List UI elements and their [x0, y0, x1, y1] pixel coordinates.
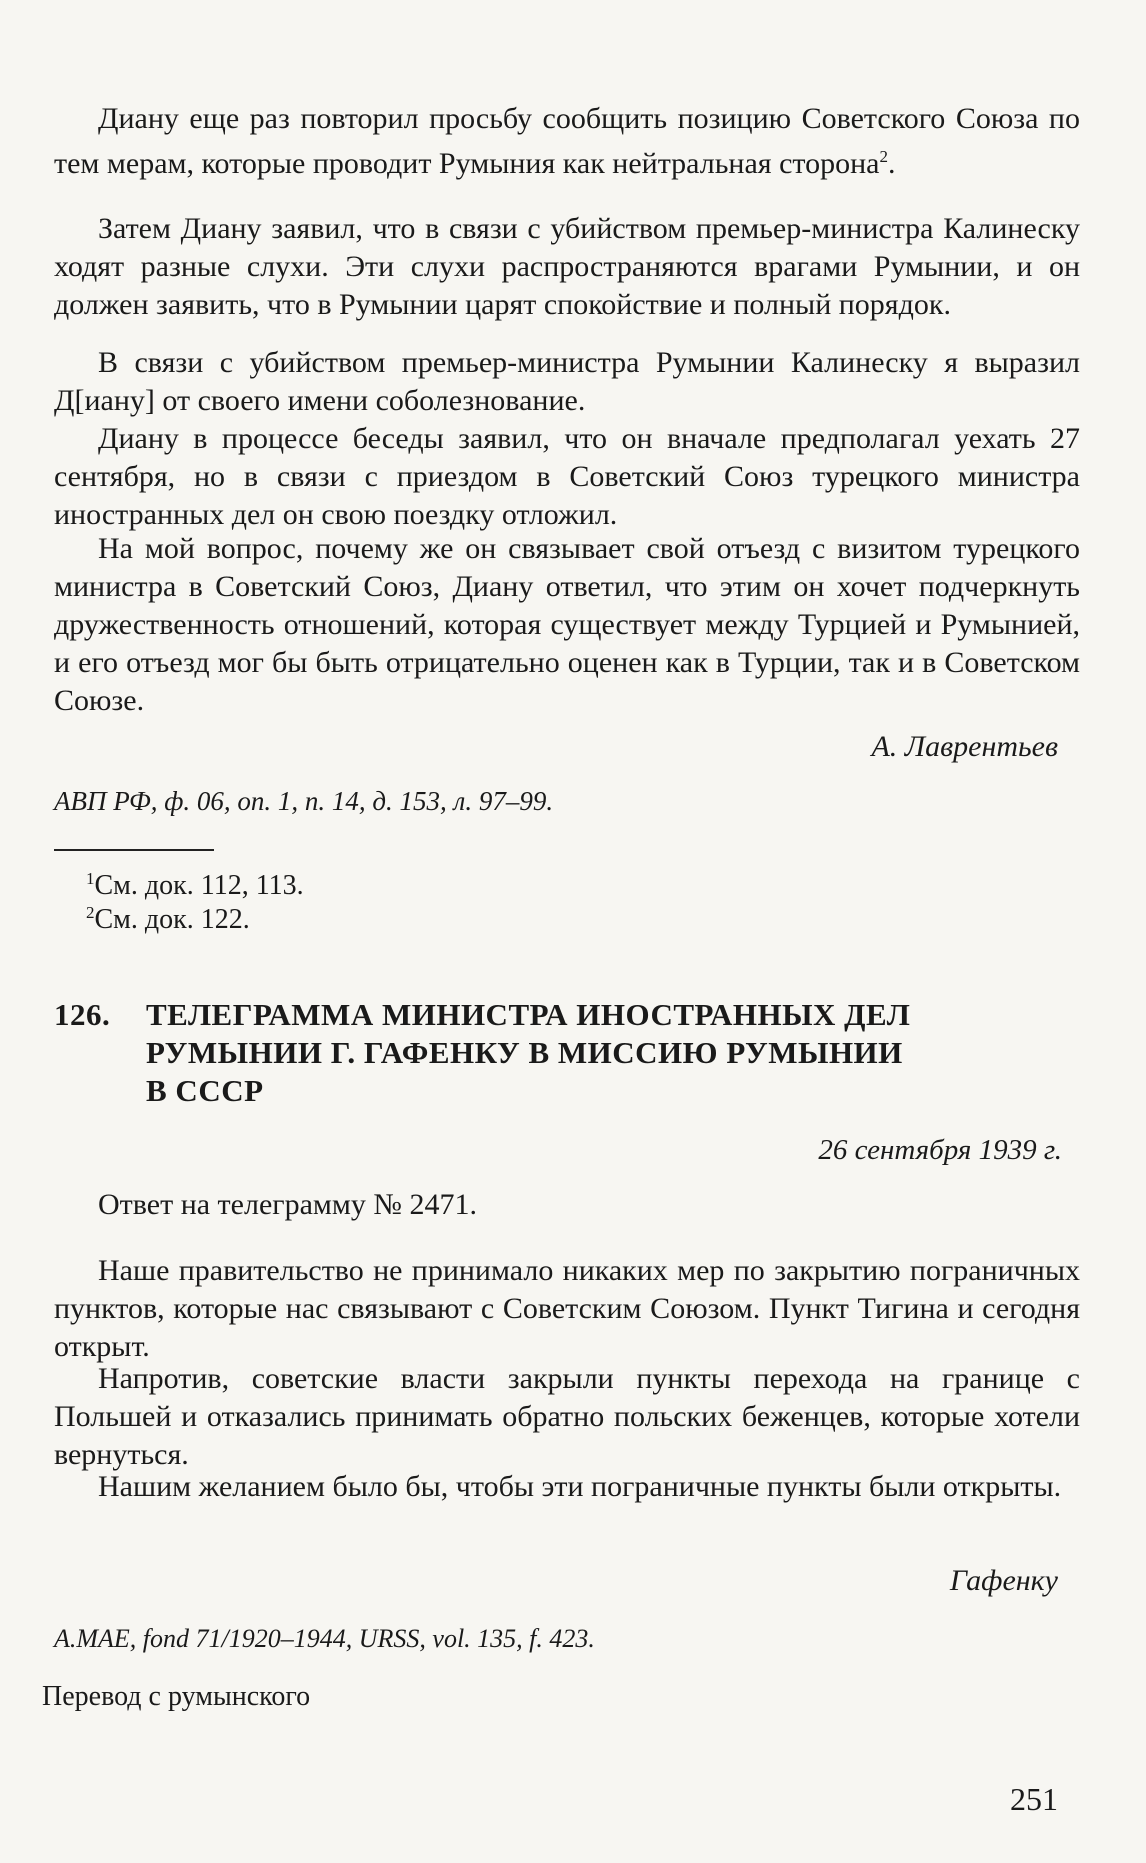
paragraph-3 — [54, 344, 1080, 420]
footnote-2-text: См. док. 122. — [94, 904, 250, 935]
paragraph-3-text: В связи с убийством премьер-министра Румынии Калинеску я выразил Д[иану] от своего имени соболезнование. — [54, 346, 1080, 417]
paragraph-8-text: Напротив, советские власти закрыли пункты перехода на границе с Польшей и отказались принимать обратно польских беженцев, которые хотели вернуться. — [54, 1362, 1080, 1471]
paragraph-1-text: Диану еще раз повторил просьбу сообщить позицию Советского Союза по тем мерам, которые проводит Румыния как нейтральная сторона — [54, 102, 1080, 180]
paragraph-5 — [54, 530, 1080, 720]
paragraph-4-text: Диану в процессе беседы заявил, что он вначале предполагал уехать 27 сентября, но в связи с приездом в Советский Союз турецкого министра иностранных дел он свою поездку отложил. — [54, 422, 1080, 531]
document-title-line-1: ТЕЛЕГРАММА МИНИСТРА ИНОСТРАННЫХ ДЕЛ — [146, 997, 911, 1032]
paragraph-7 — [54, 1252, 1080, 1366]
document-title-line-2: РУМЫНИИ Г. ГАФЕНКУ В МИССИЮ РУМЫНИИ — [146, 1035, 903, 1070]
footnote-2 — [86, 896, 250, 937]
paragraph-7-text: Наше правительство не принимало никаких мер по закрытию пограничных пунктов, которые нас связывают с Советским Союзом. Пункт Тигина и сегодня открыт. — [54, 1254, 1080, 1363]
footnote-2-mark: 2 — [86, 903, 95, 922]
paragraph-6 — [54, 1186, 1080, 1224]
paragraph-2-text: Затем Диану заявил, что в связи с убийством премьер-министра Калинеску ходят разные слухи. Эти слухи распространяются врагами Румынии, и он должен заявить, что в Румынии царят спокойствие и полный порядок. — [54, 212, 1080, 321]
paragraph-2 — [54, 210, 1080, 324]
signature-lavrentiev: А. Лаврентьев — [871, 730, 1058, 763]
document-date: 26 сентября 1939 г. — [818, 1134, 1062, 1166]
paragraph-6-text: Ответ на телеграмму № 2471. — [98, 1188, 477, 1221]
footnote-1-text: См. док. 112, 113. — [94, 870, 304, 901]
archive-reference-1: АВП РФ, ф. 06, оп. 1, п. 14, д. 153, л. 97–99. — [54, 786, 554, 816]
archive-reference-2: A.MAE, fond 71/1920–1944, URSS, vol. 135, f. 423. — [54, 1624, 595, 1653]
document-number: 126. — [54, 997, 111, 1032]
document-title-line-3: В СССР — [146, 1073, 264, 1108]
paragraph-5-text: На мой вопрос, почему же он связывает свой отъезд с визитом турецкого министра в Советский Союз, Диану ответил, что этим он хочет подчеркнуть дружественность отношений, которая существует между Турцией и Румынией, и его отъезд мог бы быть отрицательно оценен как в Турции, так и в Советском Союзе. — [54, 532, 1080, 717]
translation-note: Перевод с румынского — [42, 1681, 311, 1712]
paragraph-1: Диану еще раз повторил просьбу сообщить позицию Советского Союза по тем мерам, которые проводит Румыния как нейтральная сторона$^2$. — [54, 102, 1080, 180]
page-number: 251 — [1010, 1781, 1058, 1817]
paragraph-9 — [54, 1468, 1080, 1506]
paragraph-8 — [54, 1360, 1080, 1474]
paragraph-9-text: Нашим желанием было бы, чтобы эти пограничные пункты были открыты. — [98, 1470, 1062, 1503]
signature-gafencu: Гафенку — [949, 1564, 1058, 1597]
footnote-ref-2: 2 — [879, 147, 888, 166]
document-heading — [54, 996, 1094, 1110]
paragraph-4 — [54, 420, 1080, 534]
footnote-divider — [54, 849, 214, 851]
footnote-1-mark: 1 — [86, 869, 95, 888]
